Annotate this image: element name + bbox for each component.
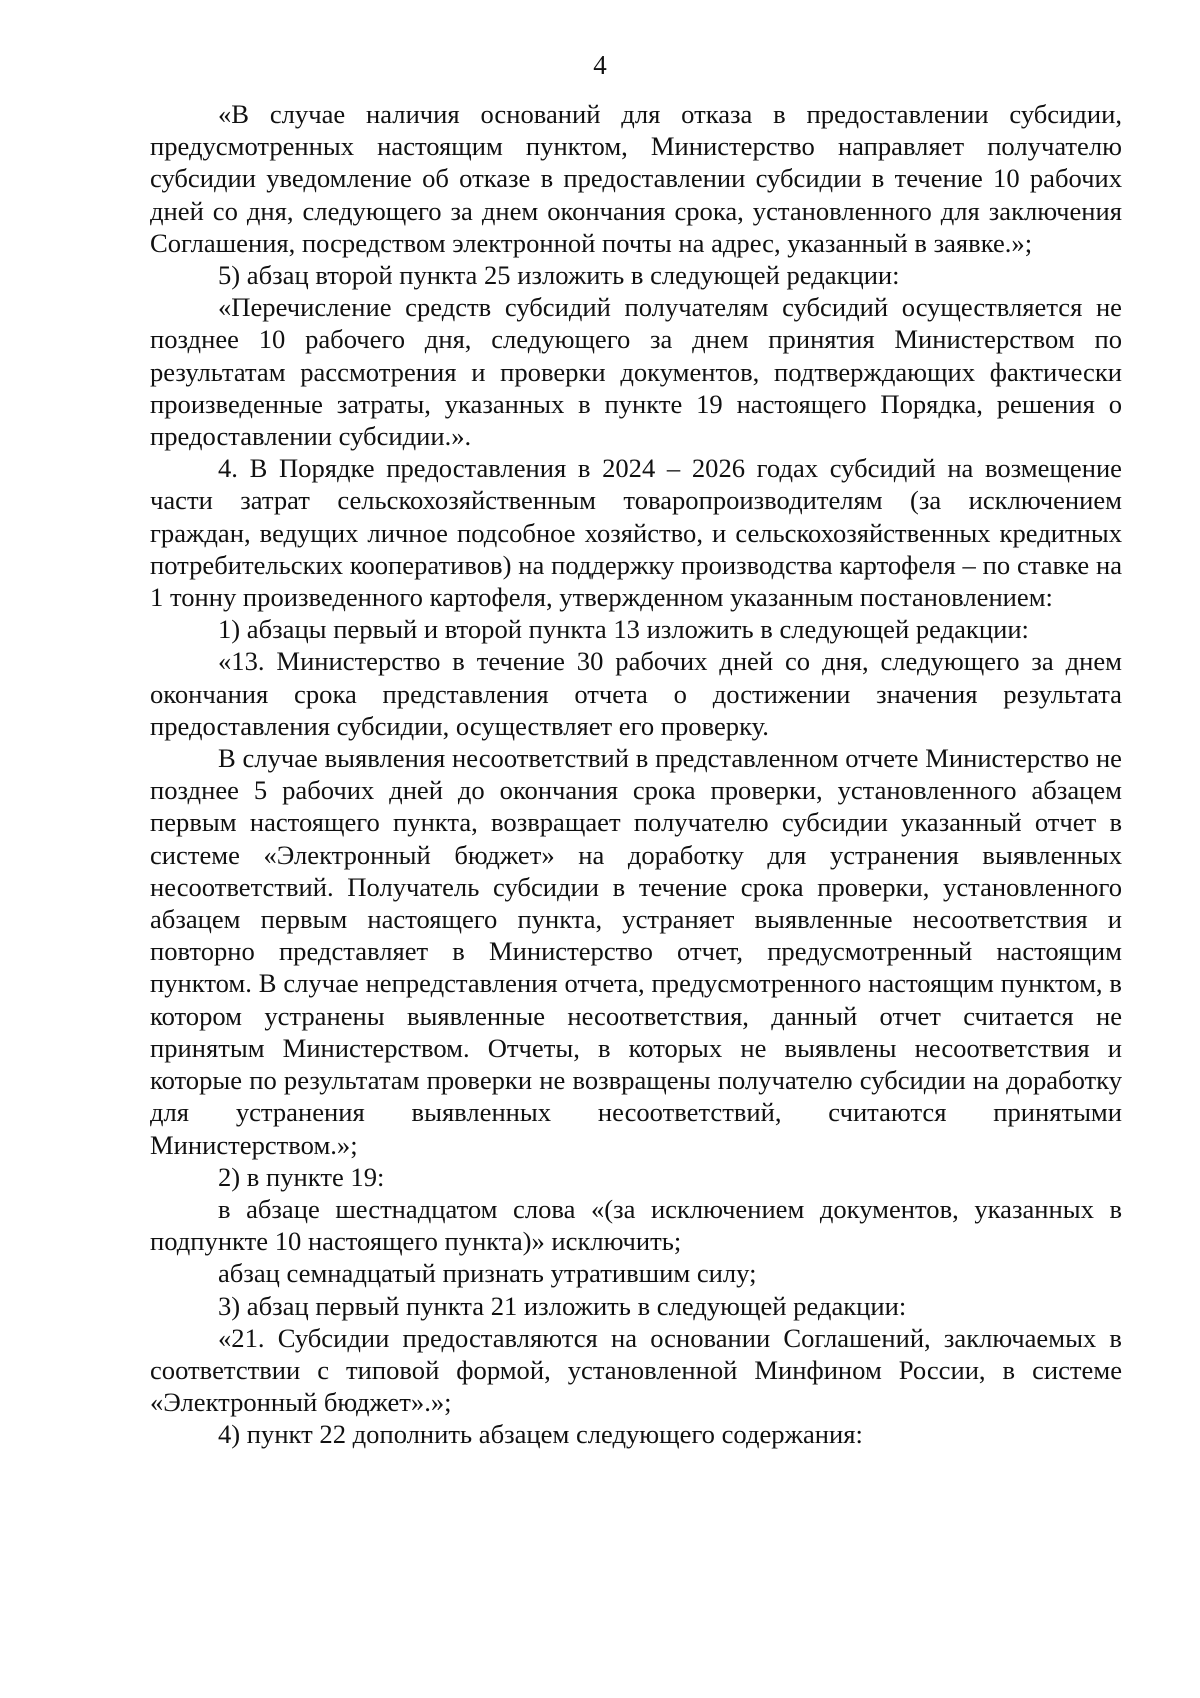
paragraph-sixteenth-abzac: в абзаце шестнадцатом слова «(за исключением документов, указанных в подпункте 10 настоящего пункта)» исключить; [150, 1193, 1122, 1257]
document-body [150, 98, 1122, 1451]
paragraph-item-3: 3) абзац первый пункта 21 изложить в следующей редакции: [218, 1290, 907, 1321]
paragraph-item-2: 2) в пункте 19: [218, 1161, 385, 1192]
page-number: 4 [593, 50, 607, 80]
paragraph-section-4: 4. В Порядке предоставления в 2024 – 2026 годах субсидий на возмещение части затрат сельскохозяйственным товаропроизводителям (за исключением граждан, ведущих личное подсобное хозяйство, и сельскохозяйственных кредитных потребительских кооперативов) на поддержку производства картофеля – по ставке на 1 тонну произведенного картофеля, утвержденном указанным постановлением: [150, 453, 1122, 613]
paragraph-item-5: 5) абзац второй пункта 25 изложить в следующей редакции: [218, 260, 900, 291]
paragraph-refusal-notice: «В случае наличия оснований для отказа в предоставлении субсидии, предусмотренных настоящим пунктом, Министерство направляет получателю субсидии уведомление об отказе в предоставлении субсидии в течение 10 рабочих дней со дня, следующего за днем окончания срока, установленного для заключения Соглашения, посредством электронной почты на адрес, указанный в заявке.»; [150, 99, 1122, 258]
paragraph-discrepancies: В случае выявления несоответствий в представленном отчете Министерство не позднее 5 рабочих дней до окончания срока проверки, установленного абзацем первым настоящего пункта, возвращает получателю субсидии указанный отчет в системе «Электронный бюджет» на доработку для устранения выявленных несоответствий. Получатель субсидии в течение срока проверки, установленного абзацем первым настоящего пункта, устраняет выявленные несоответствия и повторно представляет в Министерство отчет, предусмотренный настоящим пунктом. В случае непредставления отчета, предусмотренного настоящим пунктом, в котором устранены выявленные несоответствия, данный отчет считается не принятым Министерством. Отчеты, в которых не выявлены несоответствия и которые по результатам проверки не возвращены получателю субсидии на доработку для устранения выявленных несоответствий, считаются принятыми Министерством.»; [150, 743, 1122, 1160]
paragraph-clause-13: «13. Министерство в течение 30 рабочих дней со дня, следующего за днем окончания срока представления отчета о достижении значения результата предоставления субсидии, осуществляет его проверку. [150, 646, 1122, 741]
paragraph-item-4: 4) пункт 22 дополнить абзацем следующего содержания: [218, 1419, 863, 1450]
paragraph-seventeenth-abzac: абзац семнадцатый признать утратившим силу; [218, 1258, 757, 1289]
paragraph-item-1: 1) абзацы первый и второй пункта 13 изложить в следующей редакции: [218, 614, 1029, 645]
paragraph-clause-21: «21. Субсидии предоставляются на основании Соглашений, заключаемых в соответствии с типовой формой, установленной Минфином России, в системе «Электронный бюджет».»; [150, 1322, 1122, 1418]
paragraph-transfer-funds: «Перечисление средств субсидий получателям субсидий осуществляется не позднее 10 рабочего дня, следующего за днем принятия Министерством по результатам рассмотрения и проверки документов, подтверждающих фактически произведенные затраты, указанных в пункте 19 настоящего Порядка, решения о предоставлении субсидии.». [150, 292, 1122, 452]
